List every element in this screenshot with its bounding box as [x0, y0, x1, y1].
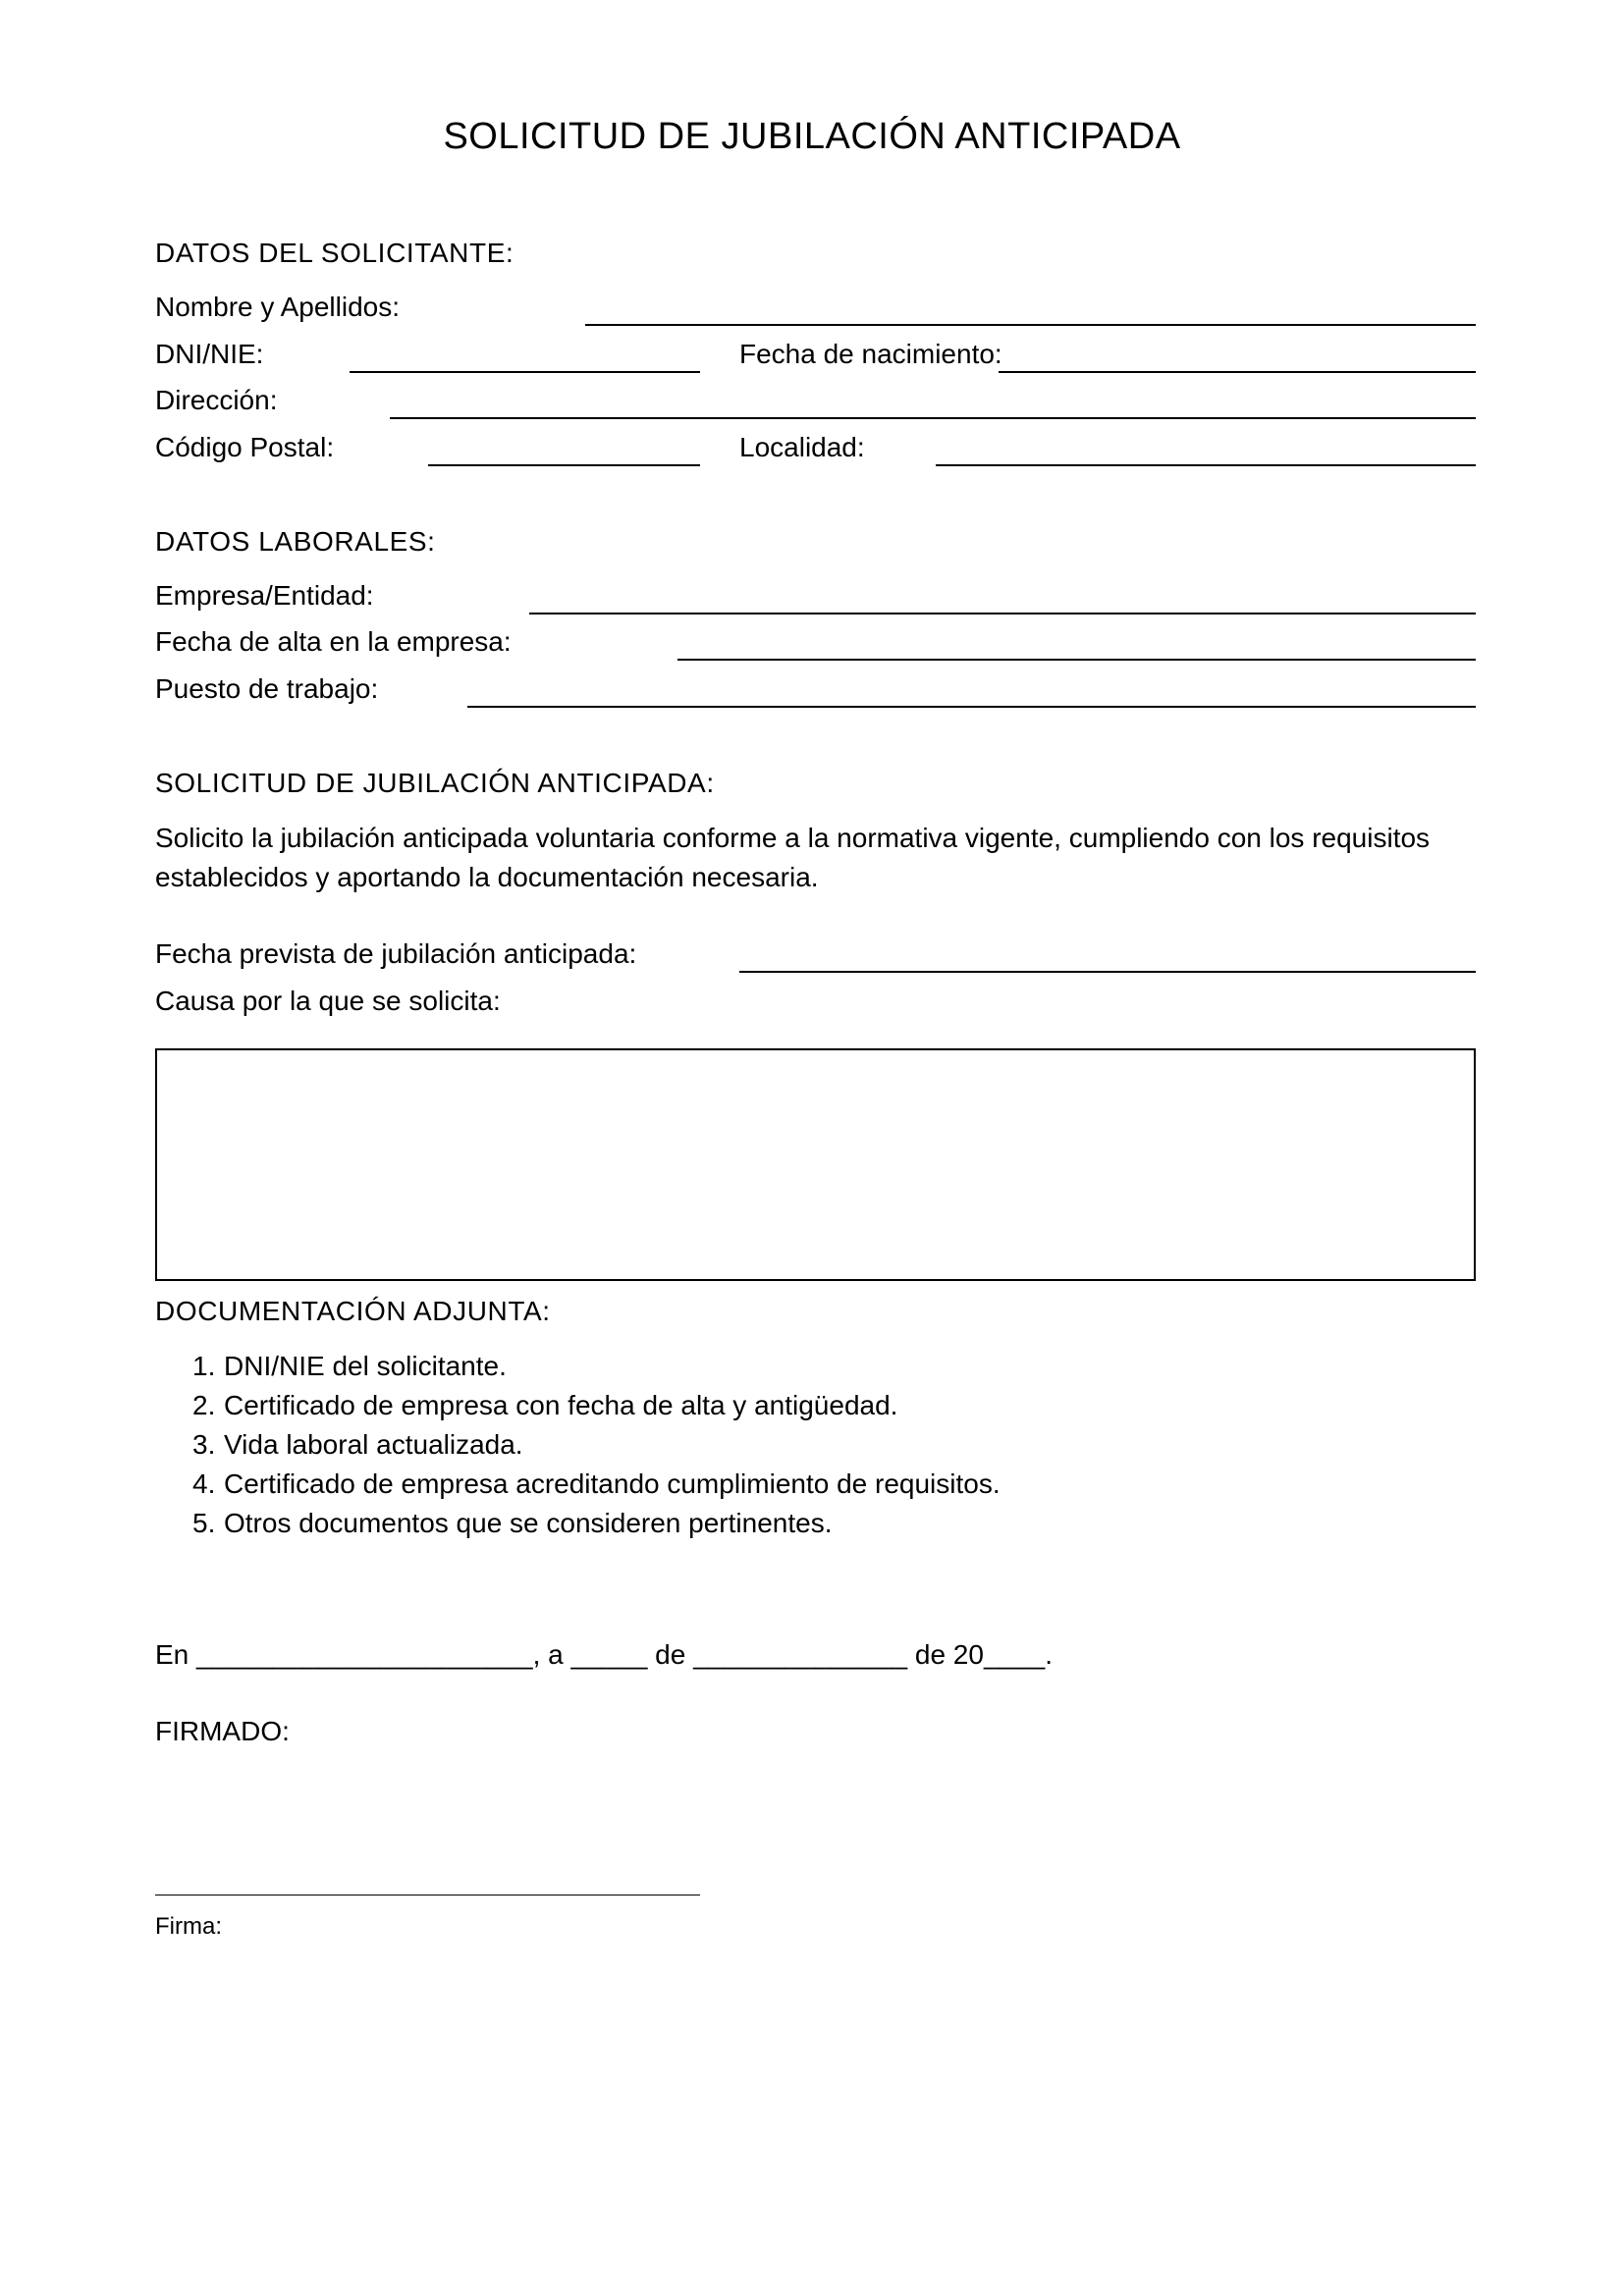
request-section-heading: SOLICITUD DE JUBILACIÓN ANTICIPADA:	[155, 768, 715, 798]
planned-date-label: Fecha prevista de jubilación anticipada:	[155, 938, 637, 969]
postal-code-label: Código Postal:	[155, 432, 335, 462]
birthdate-label: Fecha de nacimiento:	[739, 339, 1002, 369]
list-item-text: Vida laboral actualizada.	[224, 1429, 523, 1460]
applicant-section-heading: DATOS DEL SOLICITANTE:	[155, 238, 514, 268]
documents-list	[192, 1347, 1001, 1543]
address-label: Dirección:	[155, 385, 278, 415]
list-item-number: 3.	[192, 1429, 216, 1460]
list-item	[192, 1504, 1001, 1543]
signature-caption: Firma:	[155, 1913, 222, 1940]
list-item-text: Certificado de empresa con fecha de alta y antigüedad.	[224, 1390, 898, 1420]
position-label: Puesto de trabajo:	[155, 673, 379, 704]
cause-label: Causa por la que se solicita:	[155, 986, 501, 1016]
address-field-line[interactable]	[390, 417, 1476, 419]
list-item-text: DNI/NIE del solicitante.	[224, 1351, 507, 1381]
list-item	[192, 1386, 1001, 1425]
planned-date-field-line[interactable]	[739, 971, 1476, 973]
documents-section-heading: DOCUMENTACIÓN ADJUNTA:	[155, 1296, 551, 1326]
list-item-text: Certificado de empresa acreditando cumplimiento de requisitos.	[224, 1468, 1001, 1499]
employment-section-heading: DATOS LABORALES:	[155, 526, 436, 557]
locality-label: Localidad:	[739, 432, 865, 462]
request-statement: Solicito la jubilación anticipada voluntaria conforme a la normativa vigente, cumpliendo con los requisitos establecidos y aportando la documentación necesaria.	[155, 823, 1431, 892]
company-label: Empresa/Entidad:	[155, 580, 374, 611]
name-label: Nombre y Apellidos:	[155, 292, 401, 322]
list-item-number: 4.	[192, 1468, 216, 1499]
place-date-line[interactable]: En ______________________, a _____ de ______________ de 20____.	[155, 1639, 1054, 1670]
dni-field-line[interactable]	[350, 371, 700, 373]
list-item	[192, 1425, 1001, 1465]
signed-label: FIRMADO:	[155, 1716, 290, 1746]
list-item-text: Otros documentos que se consideren pertinentes.	[224, 1508, 833, 1538]
locality-field-line[interactable]	[936, 464, 1476, 466]
page-title: SOLICITUD DE JUBILACIÓN ANTICIPADA	[443, 116, 1181, 157]
list-item	[192, 1347, 1001, 1386]
list-item-number: 5.	[192, 1508, 216, 1538]
name-field-line[interactable]	[585, 324, 1476, 326]
list-item-number: 2.	[192, 1390, 216, 1420]
start-date-field-line[interactable]	[677, 659, 1476, 661]
position-field-line[interactable]	[467, 706, 1476, 708]
cause-text-box[interactable]	[155, 1048, 1476, 1281]
signature-line[interactable]	[155, 1895, 700, 1896]
dni-label: DNI/NIE:	[155, 339, 264, 369]
list-item	[192, 1465, 1001, 1504]
list-item-number: 1.	[192, 1351, 216, 1381]
company-field-line[interactable]	[529, 613, 1476, 614]
birthdate-field-line[interactable]	[999, 371, 1476, 373]
start-date-label: Fecha de alta en la empresa:	[155, 626, 512, 657]
postal-code-field-line[interactable]	[428, 464, 700, 466]
